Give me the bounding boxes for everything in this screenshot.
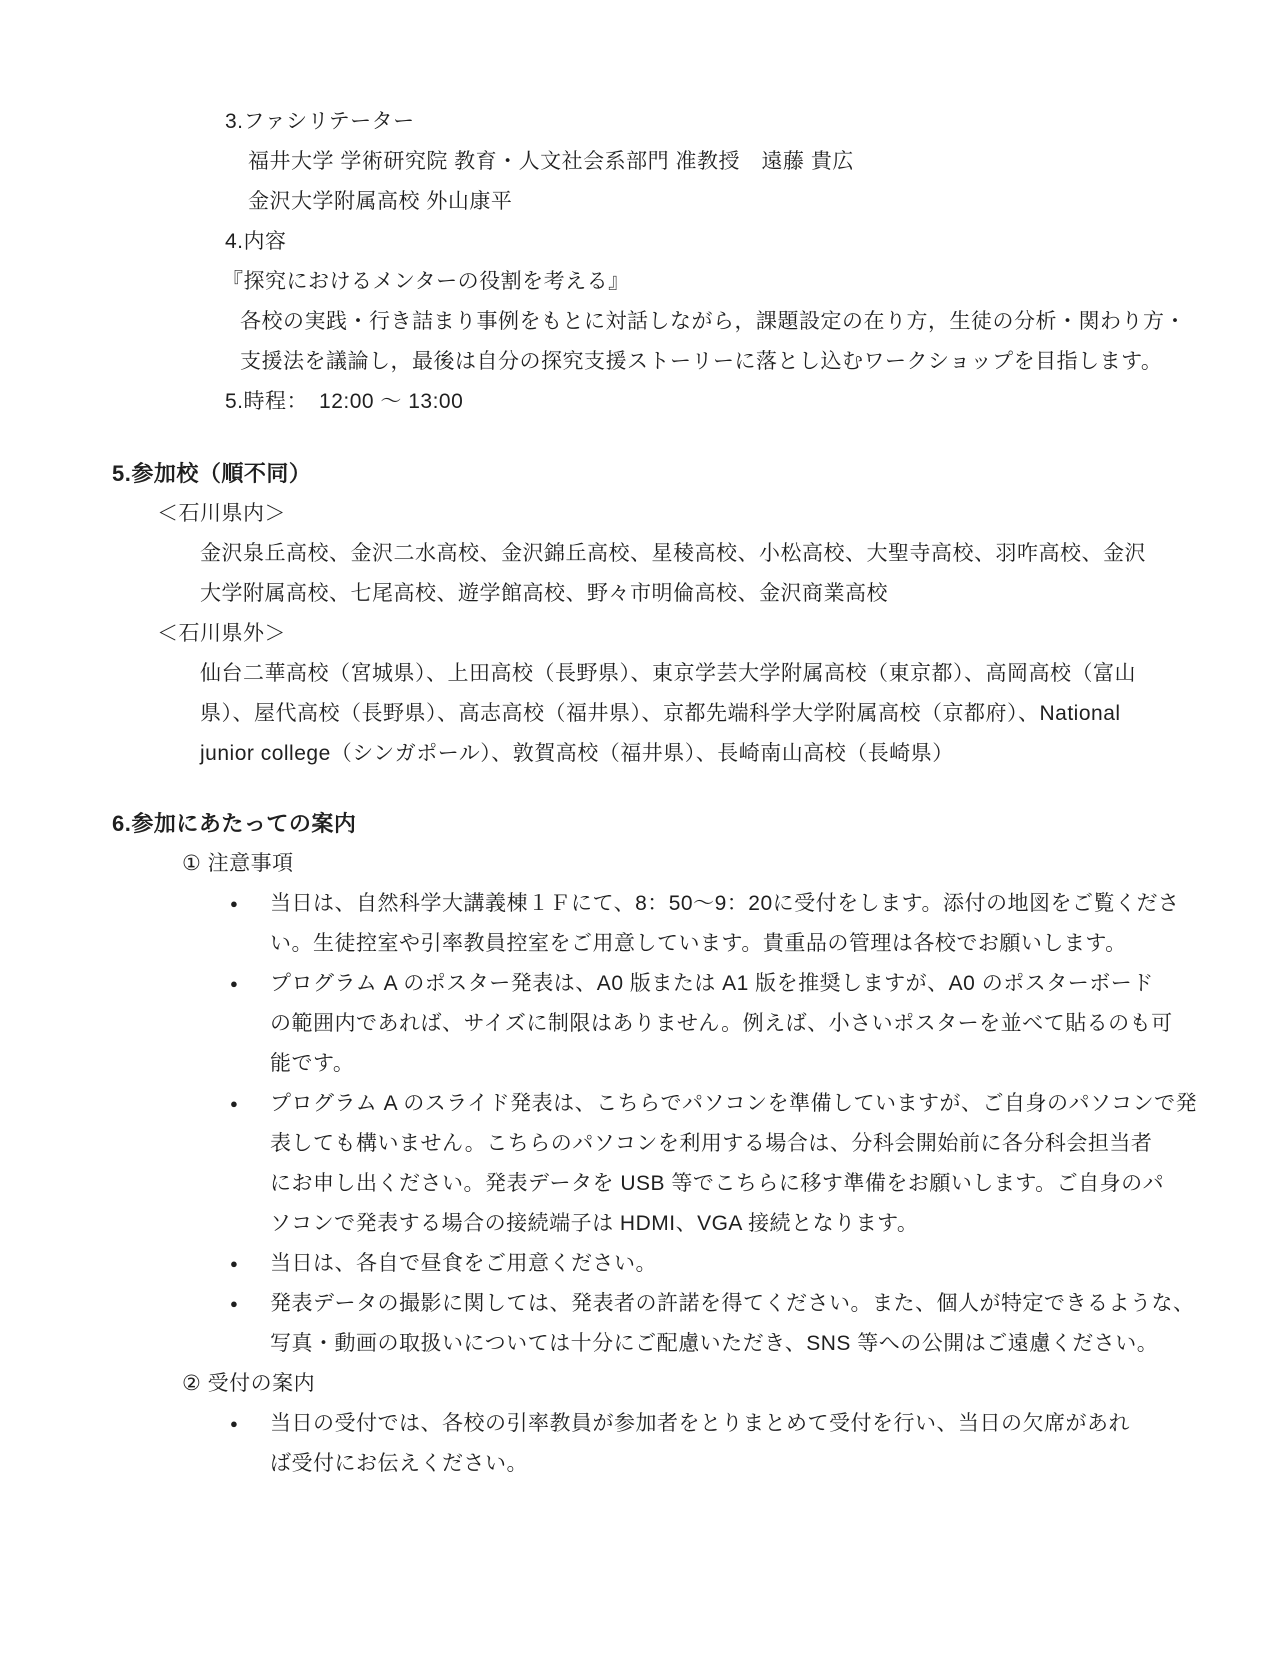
bullet-line: 能です。	[270, 1052, 355, 1075]
content-body-line: 支援法を議論し，最後は自分の探究支援ストーリーに落とし込むワークショップを目指します。	[240, 350, 1163, 373]
bullet-text	[270, 884, 1179, 964]
bullet-line: 表しても構いません。こちらのパソコンを利用する場合は、分科会開始前に各分科会担当者	[270, 1132, 1153, 1155]
bullet-line: にお申し出ください。発表データを USB 等でこちらに移す準備をお願いします。ご自身のパ	[270, 1172, 1165, 1195]
bullet-marker-icon: ●	[230, 1096, 239, 1111]
bullet-line: 当日は、自然科学大講義棟１Ｆにて、8：50～9：20に受付をします。添付の地図をご覧くださ	[270, 892, 1180, 915]
content-section-label: 4.内容	[225, 230, 287, 253]
bullet-item	[230, 964, 1280, 1084]
bullet-line: の範囲内であれば、サイズに制限はありません。例えば、小さいポスターを並べて貼るのも可	[270, 1012, 1173, 1035]
schedule-line: 5.時程： 12:00 ～ 13:00	[225, 390, 464, 413]
school-list-line: 大学附属高校、七尾高校、遊学館高校、野々市明倫高校、金沢商業高校	[200, 582, 888, 605]
bullet-marker-icon: ●	[230, 976, 239, 991]
bullet-line: 発表データの撮影に関しては、発表者の許諾を得てください。また、個人が特定できるような、	[270, 1292, 1195, 1315]
guidance-heading: 6.参加にあたっての案内	[112, 811, 357, 836]
content-body-line: 各校の実践・行き詰まり事例をもとに対話しながら，課題設定の在り方，生徒の分析・関わり方・	[240, 310, 1186, 333]
school-list-line: 金沢泉丘高校、金沢二水高校、金沢錦丘高校、星稜高校、小松高校、大聖寺高校、羽咋高校、金沢	[200, 542, 1146, 565]
bullet-text	[270, 1084, 1197, 1244]
bullet-item	[230, 1284, 1280, 1364]
prefecture-group-label-inside: ＜石川県内＞	[157, 502, 286, 525]
bullet-line: 写真・動画の取扱いについては十分にご配慮いただき、SNS 等への公開はご遠慮ください。	[270, 1332, 1159, 1355]
school-list-line: 仙台二華高校（宮城県）、上田高校（長野県）、東京学芸大学附属高校（東京都）、高岡高校（富山	[200, 662, 1136, 685]
bullet-line: ば受付にお伝えください。	[270, 1452, 528, 1475]
participants-heading: 5.参加校（順不同）	[112, 461, 312, 486]
bullet-marker-icon: ●	[230, 1256, 239, 1271]
bullet-text	[270, 964, 1173, 1084]
bullet-item	[230, 884, 1280, 964]
bullet-marker-icon: ●	[230, 1416, 239, 1431]
notes-subheading: ① 注意事項	[182, 852, 294, 875]
school-list-line: junior college（シンガポール）、敦賀高校（福井県）、長崎南山高校（長崎県）	[200, 742, 954, 765]
school-list-line: 県）、屋代高校（長野県）、高志高校（福井県）、京都先端科学大学附属高校（京都府）、National	[200, 702, 1121, 725]
bullet-line: ソコンで発表する場合の接続端子は HDMI、VGA 接続となります。	[270, 1212, 919, 1235]
content-title: 『探究におけるメンターの役割を考える』	[222, 270, 630, 293]
facilitator-line: 福井大学 学術研究院 教育・人文社会系部門 准教授 遠藤 貴広	[248, 150, 854, 173]
bullet-line: プログラム A のスライド発表は、こちらでパソコンを準備していますが、ご自身のパソコンで発	[270, 1092, 1198, 1115]
bullet-line: 当日の受付では、各校の引率教員が参加者をとりまとめて受付を行い、当日の欠席があれ	[270, 1412, 1130, 1435]
bullet-item	[230, 1404, 1280, 1484]
bullet-line: い。生徒控室や引率教員控室をご用意しています。貴重品の管理は各校でお願いします。	[270, 932, 1127, 955]
reception-subheading: ② 受付の案内	[182, 1372, 316, 1395]
bullet-text	[270, 1244, 657, 1284]
bullet-marker-icon: ●	[230, 896, 239, 911]
bullet-line: 当日は、各自で昼食をご用意ください。	[270, 1252, 657, 1275]
facilitator-section-label: 3.ファシリテーター	[225, 110, 415, 133]
bullet-text	[270, 1404, 1130, 1484]
bullet-item	[230, 1084, 1280, 1244]
facilitator-line: 金沢大学附属高校 外山康平	[248, 190, 513, 213]
bullet-item	[230, 1244, 1280, 1284]
bullet-text	[270, 1284, 1195, 1364]
bullet-line: プログラム A のポスター発表は、A0 版または A1 版を推奨しますが、A0 のポスターボード	[270, 972, 1154, 995]
prefecture-group-label-outside: ＜石川県外＞	[157, 622, 286, 645]
bullet-marker-icon: ●	[230, 1296, 239, 1311]
